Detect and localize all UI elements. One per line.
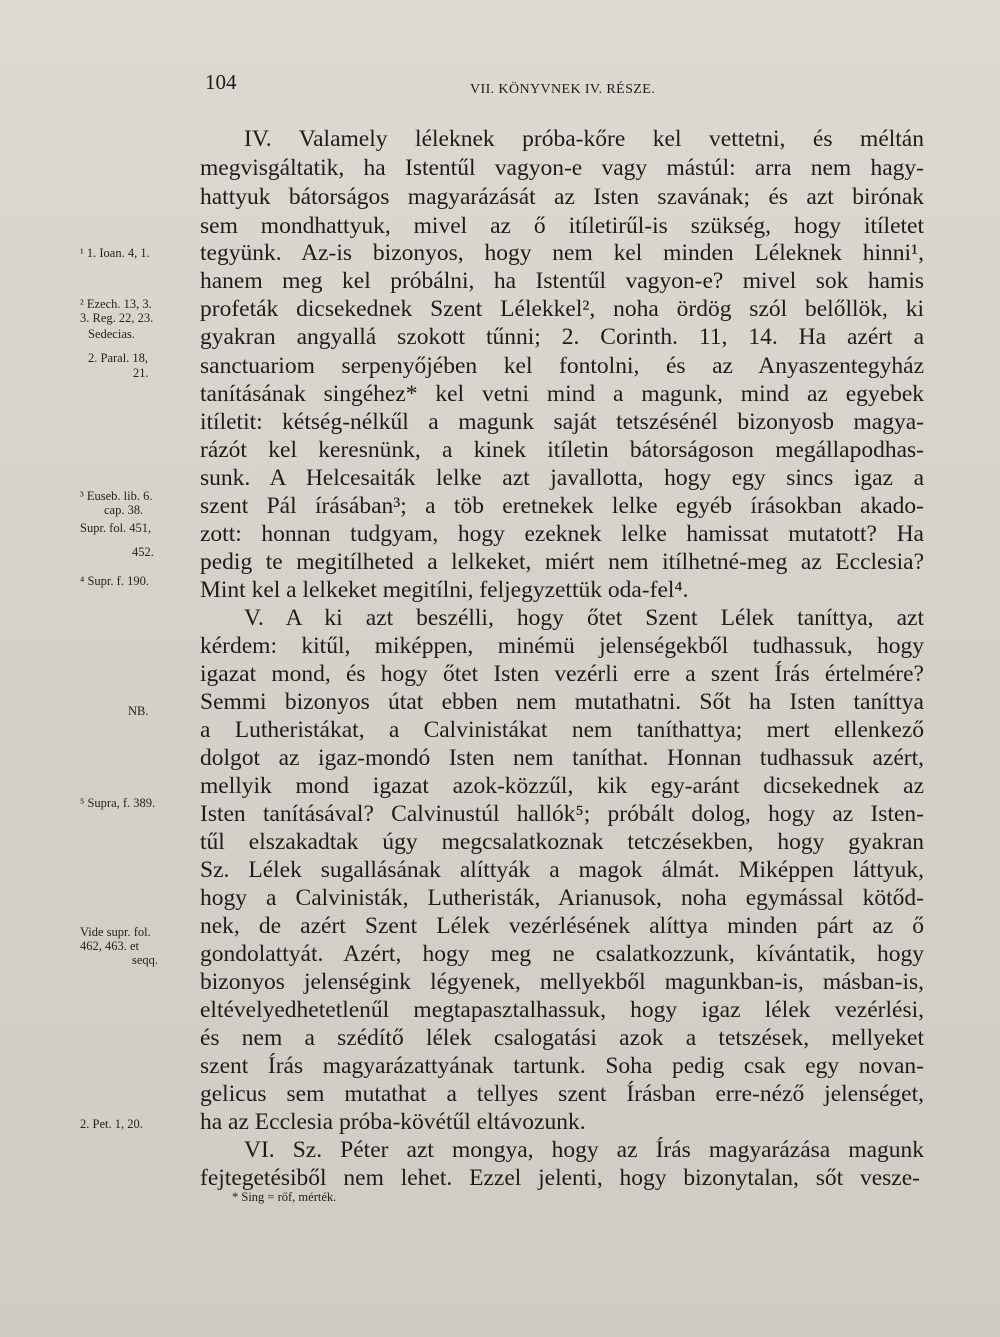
text-line: szent Pál írásában³; a töb eretnekek lelke egyéb írásokban akado- xyxy=(200,493,924,519)
margin-note: NB. xyxy=(128,704,149,718)
text-line: ha az Ecclesia próba-kövétűl eltávozunk. xyxy=(200,1109,586,1135)
text-line: Mint kel a lelkeket megitílni, feljegyzettük oda-fel⁴. xyxy=(200,577,689,603)
margin-note: 3. Reg. 22, 23. xyxy=(80,311,154,325)
margin-note: seqq. xyxy=(132,953,159,967)
text-line: a Lutheristákat, a Calvinistákat nem taníthattya; mert ellenkező xyxy=(200,717,924,743)
text-line: sanctuariom serpenyőjében kel fontolni, és az Anyaszentegyház xyxy=(200,353,924,379)
margin-note: ² Ezech. 13, 3. xyxy=(80,297,152,311)
text-line: dolgot az igaz-mondó Isten nem taníthat. Honnan tudhassuk azért, xyxy=(200,745,924,771)
text-line: eltévelyedhetetlenűl megtapasztalhassuk, hogy igaz lélek vezérlési, xyxy=(200,997,924,1023)
text-line: sem mondhattyuk, mivel az ő itíletirűl-is szükség, hogy itíletet xyxy=(200,213,924,239)
text-line: V. A ki azt beszélli, hogy őtet Szent Lélek taníttya, azt xyxy=(244,605,924,631)
text-line: zott: honnan tudgyam, hogy ezeknek lelke hamissat mutatott? Ha xyxy=(200,521,924,547)
text-line: sunk. A Helcesaiták lelke azt javallotta, hogy egy sincs igaz a xyxy=(200,465,924,491)
text-line: VI. Sz. Péter azt mongya, hogy az Írás magyarázása magunk xyxy=(244,1137,924,1163)
margin-note: ⁴ Supr. f. 190. xyxy=(80,574,149,588)
text-line: gelicus sem mutathat a tellyes szent Írásban erre-néző jelenséget, xyxy=(200,1081,924,1107)
margin-note: Sedecias. xyxy=(88,327,135,341)
running-head: VII. KÖNYVNEK IV. RÉSZE. xyxy=(470,82,656,97)
margin-note: 21. xyxy=(133,366,149,380)
text-line: igazat mond, és hogy őtet Isten vezérli erre a szent Írás értelmére? xyxy=(200,661,924,687)
text-line: Isten tanításával? Calvinustúl hallók⁵; próbált dolog, hogy az Isten- xyxy=(200,801,924,827)
text-line: itíletit: kétség-nélkűl a magunk saját tetszésénél bizonyosb magya- xyxy=(200,409,924,435)
text-line: és nem a szédítő lélek csalogatási azok a tetszések, mellyeket xyxy=(200,1025,924,1051)
margin-note: 2. Pet. 1, 20. xyxy=(80,1117,143,1131)
text-line: rázót kel keresnünk, a kinek itíletin bátorságoson megállapodhas- xyxy=(200,437,924,463)
text-line: tűl elszakadtak úgy megcsalatkoznak tetczésekben, hogy gyakran xyxy=(200,829,924,855)
text-line: tegyünk. Az-is bizonyos, hogy nem kel minden Léleknek hinni¹, xyxy=(200,240,924,266)
text-line: hogy a Calvinisták, Lutheristák, Arianusok, noha egymással kötőd- xyxy=(200,885,924,911)
text-line: bizonyos jelenségink légyenek, mellyekből magunkban-is, másban-is, xyxy=(200,969,924,995)
text-line: hanem meg kel próbálni, ha Istentűl vagyon-e? mivel sok hamis xyxy=(200,268,924,294)
margin-note: cap. 38. xyxy=(104,503,144,517)
text-line: fejtegetésiből nem lehet. Ezzel jelenti, hogy bizonytalan, sőt vesze- xyxy=(200,1165,920,1191)
text-line: megvisgáltatik, ha Istentűl vagyon-e vagy mástúl: arra nem hagy- xyxy=(200,155,924,181)
text-line: tanításának singéhez* kel vetni mind a magunk, mind az egyebek xyxy=(200,381,924,407)
margin-note: Supr. fol. 451, xyxy=(80,521,152,535)
footnote: * Sing = rőf, mérték. xyxy=(232,1190,337,1204)
margin-note: ³ Euseb. lib. 6. xyxy=(80,489,153,503)
text-line: profeták dicsekednek Szent Lélekkel², noha ördög szól belőllök, ki xyxy=(200,296,924,322)
text-line: szent Írás magyarázattyának tartunk. Soha pedig csak egy novan- xyxy=(200,1053,924,1079)
text-line: gondolattyát. Azért, hogy meg ne csalatkozzunk, kívántatik, hogy xyxy=(200,941,924,967)
text-line: gyakran angyallá szokott tűnni; 2. Corinth. 11, 14. Ha azért a xyxy=(200,324,924,350)
margin-note: 452. xyxy=(132,545,154,559)
page-header xyxy=(0,70,1000,100)
margin-note: ⁵ Supra, f. 389. xyxy=(80,796,156,810)
text-line: kérdem: kitűl, miképpen, minémü jelenségekből tudhassuk, hogy xyxy=(200,633,924,659)
text-line: IV. Valamely léleknek próba-kőre kel vettetni, és méltán xyxy=(244,126,924,152)
text-line: Semmi bizonyos útat ebben nem mutathatni. Sőt ha Isten taníttya xyxy=(200,689,924,715)
text-line: hattyuk bátorságos magyarázását az Isten szavának; és azt birónak xyxy=(200,184,924,210)
text-line: Sz. Lélek sugallásának alíttyák a magok álmát. Miképpen láttyuk, xyxy=(200,857,924,883)
margin-note: Vide supr. fol. xyxy=(80,925,151,939)
margin-note: 2. Paral. 18, xyxy=(88,351,149,365)
margin-note: ¹ 1. Ioan. 4, 1. xyxy=(80,246,150,260)
margin-note: 462, 463. et xyxy=(80,939,140,953)
text-line: pedig te megitílheted a lelkeket, miért nem itílhetné-meg az Ecclesia? xyxy=(200,549,924,575)
page-number: 104 xyxy=(205,70,237,94)
text-line: mellyik mond igazat azok-közzűl, kik egy-aránt dicsekednek az xyxy=(200,773,924,799)
text-line: nek, de azért Szent Lélek vezérlésének alíttya minden párt az ő xyxy=(200,913,924,939)
